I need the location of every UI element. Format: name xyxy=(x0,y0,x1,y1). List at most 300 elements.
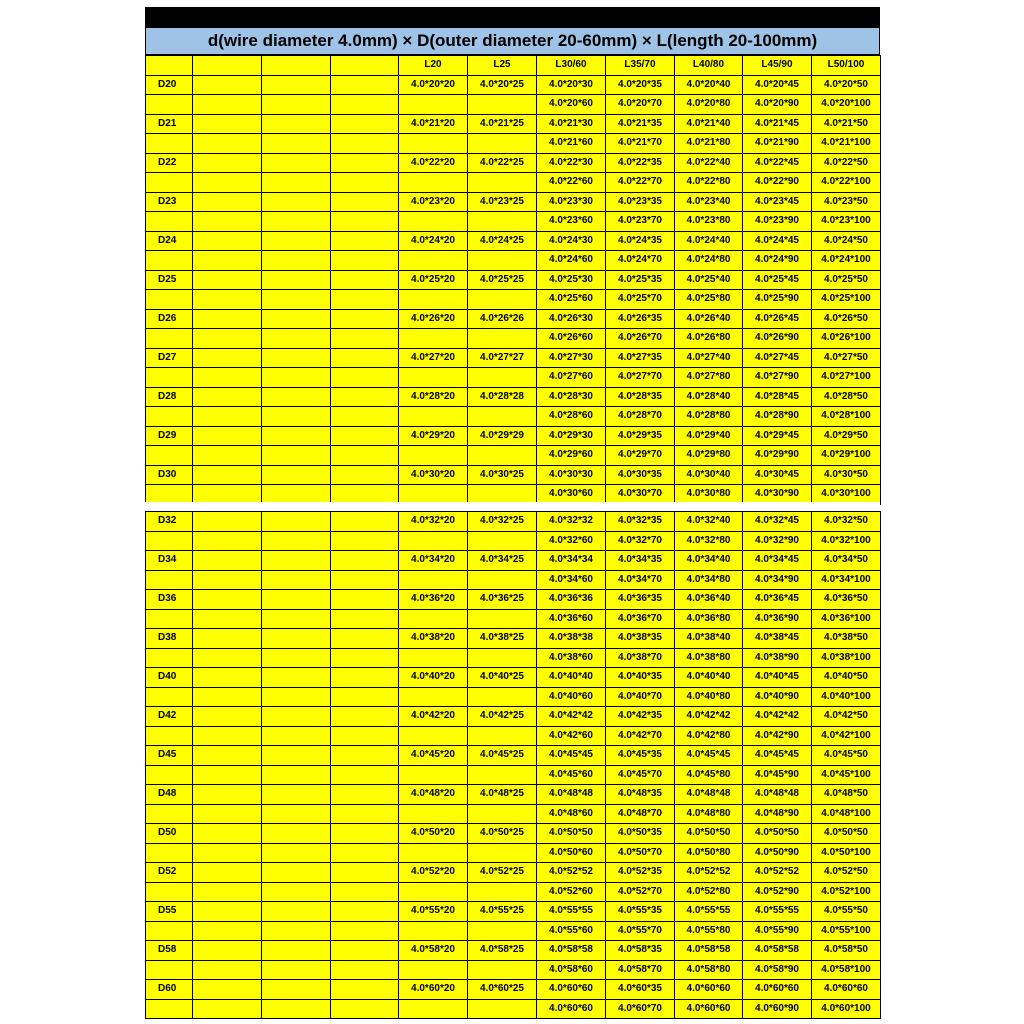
size-cell: 4.0*21*50 xyxy=(812,114,881,134)
table-row xyxy=(146,173,881,193)
table-row xyxy=(146,765,881,785)
size-cell: 4.0*55*90 xyxy=(743,921,812,941)
size-cell: 4.0*30*25 xyxy=(468,465,537,485)
empty-cell xyxy=(331,960,399,980)
empty-cell xyxy=(331,531,399,551)
empty-cell xyxy=(331,231,399,251)
empty-cell xyxy=(262,824,331,844)
empty-cell xyxy=(262,153,331,173)
size-cell: 4.0*34*45 xyxy=(743,551,812,571)
size-cell: 4.0*52*60 xyxy=(537,882,606,902)
empty-cell xyxy=(262,863,331,883)
size-cell: 4.0*24*25 xyxy=(468,231,537,251)
size-cell: 4.0*28*100 xyxy=(812,407,881,427)
empty-cell xyxy=(193,512,262,532)
size-cell: 4.0*58*25 xyxy=(468,941,537,961)
size-cell: 4.0*52*70 xyxy=(606,882,675,902)
table-row xyxy=(146,551,881,571)
size-cell: 4.0*25*35 xyxy=(606,270,675,290)
size-cell: 4.0*52*90 xyxy=(743,882,812,902)
empty-cell xyxy=(193,999,262,1019)
size-cell: 4.0*21*40 xyxy=(675,114,743,134)
table-row xyxy=(146,804,881,824)
empty-cell xyxy=(262,785,331,805)
row-label: D34 xyxy=(146,551,193,571)
empty-cell xyxy=(193,387,262,407)
spring-size-table-1 xyxy=(145,55,881,505)
empty-cell xyxy=(331,134,399,154)
size-cell: 4.0*58*58 xyxy=(675,941,743,961)
empty-cell xyxy=(146,134,193,154)
size-cell: 4.0*50*20 xyxy=(399,824,468,844)
size-cell: 4.0*36*50 xyxy=(812,590,881,610)
size-cell: 4.0*29*20 xyxy=(399,426,468,446)
empty-cell xyxy=(193,407,262,427)
size-cell: 4.0*42*35 xyxy=(606,707,675,727)
empty-cell xyxy=(146,407,193,427)
header-cell: L20 xyxy=(399,56,468,76)
empty-cell xyxy=(262,270,331,290)
size-cell: 4.0*45*100 xyxy=(812,765,881,785)
size-cell: 4.0*48*48 xyxy=(675,785,743,805)
empty-cell xyxy=(193,446,262,466)
size-cell: 4.0*27*90 xyxy=(743,368,812,388)
empty-cell xyxy=(331,348,399,368)
size-cell: 4.0*40*25 xyxy=(468,668,537,688)
size-cell: 4.0*29*45 xyxy=(743,426,812,446)
size-cell: 4.0*25*70 xyxy=(606,290,675,310)
table-row xyxy=(146,726,881,746)
size-cell: 4.0*52*52 xyxy=(537,863,606,883)
size-cell: 4.0*60*20 xyxy=(399,980,468,1000)
size-cell: 4.0*55*35 xyxy=(606,902,675,922)
size-cell: 4.0*50*50 xyxy=(675,824,743,844)
empty-cell xyxy=(399,531,468,551)
size-cell: 4.0*22*60 xyxy=(537,173,606,193)
size-cell: 4.0*58*80 xyxy=(675,960,743,980)
empty-cell xyxy=(331,804,399,824)
empty-cell xyxy=(193,804,262,824)
size-cell: 4.0*21*35 xyxy=(606,114,675,134)
size-cell: 4.0*28*70 xyxy=(606,407,675,427)
size-cell: 4.0*24*45 xyxy=(743,231,812,251)
size-cell: 4.0*21*80 xyxy=(675,134,743,154)
size-cell: 4.0*32*25 xyxy=(468,512,537,532)
row-label: D28 xyxy=(146,387,193,407)
empty-cell xyxy=(146,921,193,941)
size-cell: 4.0*45*60 xyxy=(537,765,606,785)
size-cell: 4.0*42*25 xyxy=(468,707,537,727)
size-cell: 4.0*28*40 xyxy=(675,387,743,407)
table-row xyxy=(146,114,881,134)
empty-cell xyxy=(399,134,468,154)
empty-cell xyxy=(468,570,537,590)
size-cell: 4.0*21*45 xyxy=(743,114,812,134)
size-cell: 4.0*50*35 xyxy=(606,824,675,844)
empty-cell xyxy=(468,999,537,1019)
size-cell: 4.0*23*40 xyxy=(675,192,743,212)
size-cell: 4.0*40*40 xyxy=(675,668,743,688)
size-cell: 4.0*23*60 xyxy=(537,212,606,232)
size-cell: 4.0*27*35 xyxy=(606,348,675,368)
empty-cell xyxy=(262,348,331,368)
size-cell: 4.0*52*50 xyxy=(812,863,881,883)
size-cell: 4.0*55*80 xyxy=(675,921,743,941)
row-label: D24 xyxy=(146,231,193,251)
row-label: D23 xyxy=(146,192,193,212)
empty-cell xyxy=(262,999,331,1019)
size-cell: 4.0*58*90 xyxy=(743,960,812,980)
size-cell: 4.0*38*100 xyxy=(812,648,881,668)
size-cell: 4.0*26*70 xyxy=(606,329,675,349)
size-cell: 4.0*22*90 xyxy=(743,173,812,193)
empty-cell xyxy=(262,368,331,388)
table-row xyxy=(146,212,881,232)
empty-cell xyxy=(331,407,399,427)
size-cell: 4.0*30*45 xyxy=(743,465,812,485)
empty-cell xyxy=(193,960,262,980)
empty-cell xyxy=(468,95,537,115)
header-cell xyxy=(331,56,399,76)
size-cell: 4.0*26*20 xyxy=(399,309,468,329)
empty-cell xyxy=(262,648,331,668)
size-cell: 4.0*50*90 xyxy=(743,843,812,863)
empty-cell xyxy=(331,746,399,766)
empty-cell xyxy=(468,329,537,349)
size-cell: 4.0*42*42 xyxy=(743,707,812,727)
size-cell: 4.0*30*60 xyxy=(537,485,606,505)
size-cell: 4.0*52*52 xyxy=(675,863,743,883)
empty-cell xyxy=(193,368,262,388)
size-cell: 4.0*52*20 xyxy=(399,863,468,883)
empty-cell xyxy=(468,726,537,746)
size-cell: 4.0*45*45 xyxy=(537,746,606,766)
empty-cell xyxy=(262,251,331,271)
size-cell: 4.0*26*30 xyxy=(537,309,606,329)
empty-cell xyxy=(399,329,468,349)
empty-cell xyxy=(262,941,331,961)
size-cell: 4.0*50*25 xyxy=(468,824,537,844)
size-cell: 4.0*26*80 xyxy=(675,329,743,349)
size-cell: 4.0*52*52 xyxy=(743,863,812,883)
empty-cell xyxy=(331,785,399,805)
empty-cell xyxy=(262,980,331,1000)
empty-cell xyxy=(262,707,331,727)
top-black-bar xyxy=(145,7,880,27)
table-gap xyxy=(145,502,880,511)
empty-cell xyxy=(262,570,331,590)
spring-size-table-2 xyxy=(145,511,881,1019)
empty-cell xyxy=(193,609,262,629)
empty-cell xyxy=(146,95,193,115)
size-cell: 4.0*23*20 xyxy=(399,192,468,212)
size-cell: 4.0*21*100 xyxy=(812,134,881,154)
size-cell: 4.0*24*100 xyxy=(812,251,881,271)
empty-cell xyxy=(193,134,262,154)
size-cell: 4.0*36*100 xyxy=(812,609,881,629)
size-cell: 4.0*24*30 xyxy=(537,231,606,251)
size-cell: 4.0*25*90 xyxy=(743,290,812,310)
size-cell: 4.0*58*58 xyxy=(743,941,812,961)
table-row xyxy=(146,465,881,485)
size-cell: 4.0*40*20 xyxy=(399,668,468,688)
empty-cell xyxy=(331,921,399,941)
size-cell: 4.0*34*50 xyxy=(812,551,881,571)
size-cell: 4.0*30*100 xyxy=(812,485,881,505)
size-cell: 4.0*27*50 xyxy=(812,348,881,368)
row-label: D22 xyxy=(146,153,193,173)
empty-cell xyxy=(146,446,193,466)
size-cell: 4.0*45*20 xyxy=(399,746,468,766)
empty-cell xyxy=(146,648,193,668)
size-cell: 4.0*52*35 xyxy=(606,863,675,883)
empty-cell xyxy=(468,765,537,785)
size-cell: 4.0*30*80 xyxy=(675,485,743,505)
empty-cell xyxy=(146,843,193,863)
empty-cell xyxy=(468,531,537,551)
size-cell: 4.0*27*27 xyxy=(468,348,537,368)
size-cell: 4.0*58*20 xyxy=(399,941,468,961)
size-cell: 4.0*48*100 xyxy=(812,804,881,824)
empty-cell xyxy=(262,95,331,115)
size-cell: 4.0*27*45 xyxy=(743,348,812,368)
empty-cell xyxy=(193,785,262,805)
empty-cell xyxy=(262,629,331,649)
size-cell: 4.0*48*50 xyxy=(812,785,881,805)
empty-cell xyxy=(331,668,399,688)
size-cell: 4.0*45*45 xyxy=(675,746,743,766)
empty-cell xyxy=(193,824,262,844)
size-cell: 4.0*25*50 xyxy=(812,270,881,290)
empty-cell xyxy=(399,882,468,902)
empty-cell xyxy=(331,629,399,649)
row-label: D26 xyxy=(146,309,193,329)
table-row xyxy=(146,941,881,961)
empty-cell xyxy=(262,590,331,610)
empty-cell xyxy=(193,251,262,271)
size-cell: 4.0*30*40 xyxy=(675,465,743,485)
empty-cell xyxy=(193,843,262,863)
size-cell: 4.0*48*60 xyxy=(537,804,606,824)
size-cell: 4.0*40*45 xyxy=(743,668,812,688)
size-cell: 4.0*38*90 xyxy=(743,648,812,668)
empty-cell xyxy=(262,75,331,95)
header-cell: L30/60 xyxy=(537,56,606,76)
empty-cell xyxy=(146,570,193,590)
table-row xyxy=(146,309,881,329)
size-cell: 4.0*29*35 xyxy=(606,426,675,446)
size-cell: 4.0*20*35 xyxy=(606,75,675,95)
empty-cell xyxy=(399,648,468,668)
header-cell: L25 xyxy=(468,56,537,76)
size-cell: 4.0*24*80 xyxy=(675,251,743,271)
size-cell: 4.0*30*30 xyxy=(537,465,606,485)
empty-cell xyxy=(193,921,262,941)
empty-cell xyxy=(331,368,399,388)
size-cell: 4.0*24*20 xyxy=(399,231,468,251)
size-cell: 4.0*21*90 xyxy=(743,134,812,154)
empty-cell xyxy=(262,114,331,134)
size-cell: 4.0*50*80 xyxy=(675,843,743,863)
size-cell: 4.0*26*100 xyxy=(812,329,881,349)
empty-cell xyxy=(331,843,399,863)
size-cell: 4.0*30*20 xyxy=(399,465,468,485)
size-cell: 4.0*32*50 xyxy=(812,512,881,532)
size-cell: 4.0*22*20 xyxy=(399,153,468,173)
size-cell: 4.0*34*70 xyxy=(606,570,675,590)
size-cell: 4.0*60*60 xyxy=(675,980,743,1000)
empty-cell xyxy=(331,329,399,349)
size-cell: 4.0*48*48 xyxy=(743,785,812,805)
table-row xyxy=(146,785,881,805)
size-cell: 4.0*30*35 xyxy=(606,465,675,485)
size-cell: 4.0*29*60 xyxy=(537,446,606,466)
empty-cell xyxy=(468,446,537,466)
size-cell: 4.0*32*45 xyxy=(743,512,812,532)
size-cell: 4.0*23*70 xyxy=(606,212,675,232)
empty-cell xyxy=(399,921,468,941)
empty-cell xyxy=(468,212,537,232)
size-cell: 4.0*52*80 xyxy=(675,882,743,902)
size-cell: 4.0*30*70 xyxy=(606,485,675,505)
size-cell: 4.0*20*30 xyxy=(537,75,606,95)
empty-cell xyxy=(146,726,193,746)
size-cell: 4.0*20*20 xyxy=(399,75,468,95)
empty-cell xyxy=(262,921,331,941)
table-row xyxy=(146,570,881,590)
row-label: D20 xyxy=(146,75,193,95)
size-cell: 4.0*48*48 xyxy=(537,785,606,805)
size-cell: 4.0*26*45 xyxy=(743,309,812,329)
size-cell: 4.0*36*70 xyxy=(606,609,675,629)
size-cell: 4.0*23*100 xyxy=(812,212,881,232)
row-label: D30 xyxy=(146,465,193,485)
empty-cell xyxy=(399,368,468,388)
size-cell: 4.0*38*25 xyxy=(468,629,537,649)
empty-cell xyxy=(262,687,331,707)
size-cell: 4.0*23*35 xyxy=(606,192,675,212)
size-cell: 4.0*20*60 xyxy=(537,95,606,115)
size-cell: 4.0*28*90 xyxy=(743,407,812,427)
size-cell: 4.0*30*50 xyxy=(812,465,881,485)
size-cell: 4.0*58*58 xyxy=(537,941,606,961)
size-cell: 4.0*21*25 xyxy=(468,114,537,134)
size-cell: 4.0*40*90 xyxy=(743,687,812,707)
size-cell: 4.0*55*20 xyxy=(399,902,468,922)
size-cell: 4.0*24*70 xyxy=(606,251,675,271)
size-cell: 4.0*24*60 xyxy=(537,251,606,271)
empty-cell xyxy=(468,960,537,980)
table-row xyxy=(146,609,881,629)
size-cell: 4.0*29*40 xyxy=(675,426,743,446)
table-row xyxy=(146,270,881,290)
row-label: D52 xyxy=(146,863,193,883)
empty-cell xyxy=(193,629,262,649)
empty-cell xyxy=(146,609,193,629)
empty-cell xyxy=(468,648,537,668)
empty-cell xyxy=(331,95,399,115)
size-cell: 4.0*25*30 xyxy=(537,270,606,290)
size-cell: 4.0*38*50 xyxy=(812,629,881,649)
header-cell: L40/80 xyxy=(675,56,743,76)
empty-cell xyxy=(262,960,331,980)
size-cell: 4.0*45*35 xyxy=(606,746,675,766)
empty-cell xyxy=(331,251,399,271)
size-cell: 4.0*27*30 xyxy=(537,348,606,368)
empty-cell xyxy=(262,609,331,629)
empty-cell xyxy=(193,212,262,232)
size-cell: 4.0*60*60 xyxy=(537,980,606,1000)
size-cell: 4.0*60*60 xyxy=(675,999,743,1019)
size-cell: 4.0*30*90 xyxy=(743,485,812,505)
empty-cell xyxy=(262,551,331,571)
table-row xyxy=(146,153,881,173)
size-cell: 4.0*45*90 xyxy=(743,765,812,785)
size-cell: 4.0*58*35 xyxy=(606,941,675,961)
empty-cell xyxy=(146,960,193,980)
empty-cell xyxy=(262,902,331,922)
size-cell: 4.0*26*26 xyxy=(468,309,537,329)
size-cell: 4.0*38*20 xyxy=(399,629,468,649)
empty-cell xyxy=(468,368,537,388)
size-cell: 4.0*58*70 xyxy=(606,960,675,980)
size-cell: 4.0*36*20 xyxy=(399,590,468,610)
size-cell: 4.0*50*50 xyxy=(812,824,881,844)
empty-cell xyxy=(193,270,262,290)
table-row xyxy=(146,368,881,388)
empty-cell xyxy=(399,960,468,980)
empty-cell xyxy=(331,512,399,532)
size-cell: 4.0*60*60 xyxy=(537,999,606,1019)
size-cell: 4.0*32*80 xyxy=(675,531,743,551)
size-cell: 4.0*21*70 xyxy=(606,134,675,154)
table-row xyxy=(146,707,881,727)
table-row xyxy=(146,921,881,941)
size-cell: 4.0*48*25 xyxy=(468,785,537,805)
empty-cell xyxy=(262,765,331,785)
size-cell: 4.0*38*80 xyxy=(675,648,743,668)
empty-cell xyxy=(262,512,331,532)
size-cell: 4.0*25*25 xyxy=(468,270,537,290)
table-row xyxy=(146,882,881,902)
empty-cell xyxy=(193,114,262,134)
size-cell: 4.0*32*40 xyxy=(675,512,743,532)
size-cell: 4.0*28*80 xyxy=(675,407,743,427)
size-cell: 4.0*42*90 xyxy=(743,726,812,746)
size-cell: 4.0*58*100 xyxy=(812,960,881,980)
empty-cell xyxy=(331,707,399,727)
size-cell: 4.0*28*28 xyxy=(468,387,537,407)
table-row xyxy=(146,95,881,115)
empty-cell xyxy=(193,765,262,785)
empty-cell xyxy=(331,114,399,134)
size-cell: 4.0*42*60 xyxy=(537,726,606,746)
empty-cell xyxy=(193,902,262,922)
size-cell: 4.0*32*100 xyxy=(812,531,881,551)
empty-cell xyxy=(193,648,262,668)
empty-cell xyxy=(399,446,468,466)
empty-cell xyxy=(146,329,193,349)
empty-cell xyxy=(262,407,331,427)
size-cell: 4.0*21*20 xyxy=(399,114,468,134)
empty-cell xyxy=(193,687,262,707)
size-cell: 4.0*27*100 xyxy=(812,368,881,388)
size-cell: 4.0*24*50 xyxy=(812,231,881,251)
size-cell: 4.0*28*50 xyxy=(812,387,881,407)
size-cell: 4.0*55*100 xyxy=(812,921,881,941)
size-cell: 4.0*27*20 xyxy=(399,348,468,368)
empty-cell xyxy=(399,407,468,427)
